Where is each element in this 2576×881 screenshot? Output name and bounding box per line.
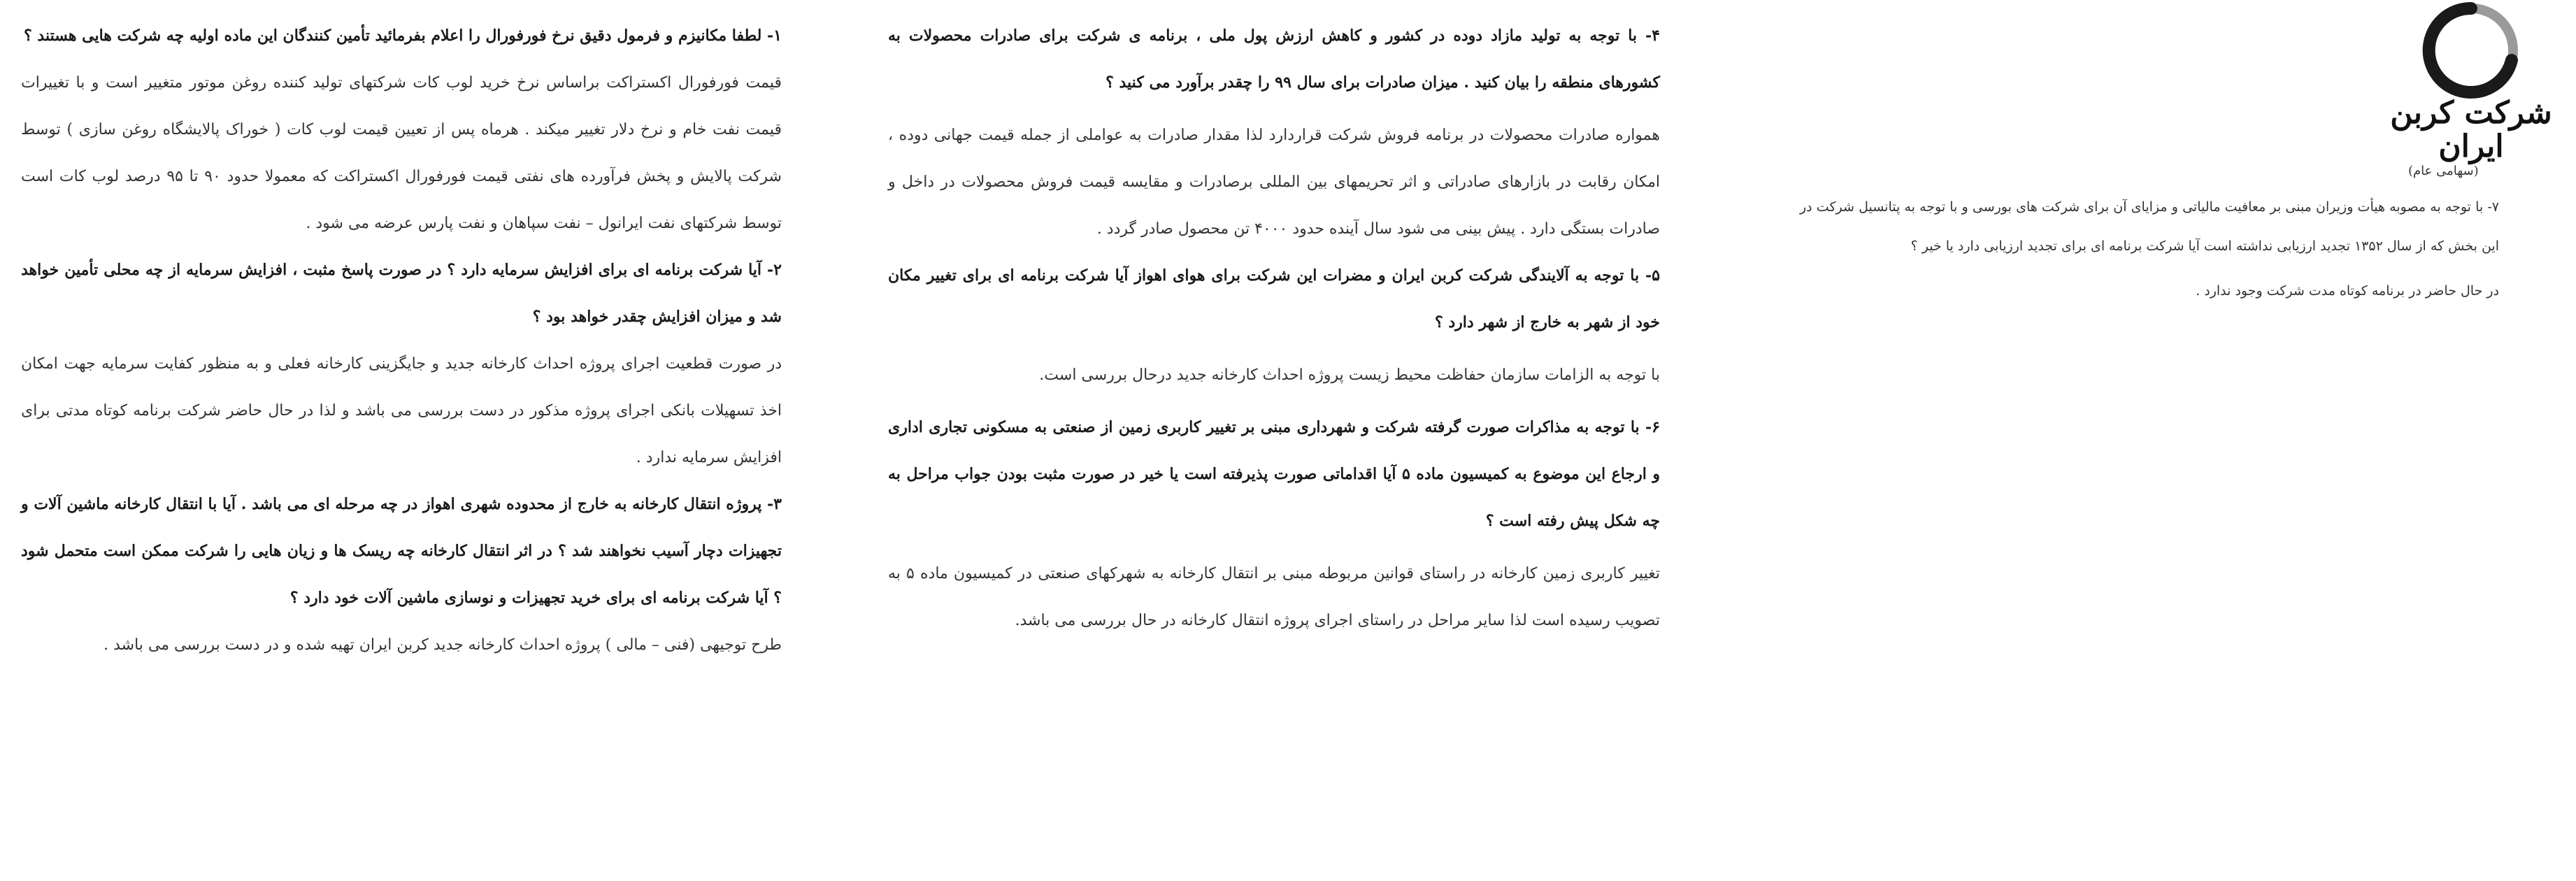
question-3: ۳- پروژه انتقال کارخانه به خارج از محدوده شهری اهواز در چه مرحله ای می باشد . آیا با انتقال کارخانه ماشین آلات و تجهیزات دچار آسیب نخواهند شد ؟ در اثر انتقال کارخانه چه ریسک ها و زیان هایی را شرکت ممکن است متحمل شود ؟ آیا شرکت برنامه ای برای خرید تجهیزات و نوسازی ماشین آلات خود دارد ؟ — [21, 495, 782, 607]
question-2: ۲- آیا شرکت برنامه ای برای افزایش سرمایه دارد ؟ در صورت پاسخ مثبت ، افزایش سرمایه از چه محلی تأمین خواهد شد و میزان افزایش چقدر خواهد بود ؟ — [21, 261, 782, 326]
company-logo — [2387, 1, 2555, 176]
answer-6: تغییر کاربری زمین کارخانه در راستای قوانین مربوطه مبنی بر انتقال کارخانه به شهرکهای صنعتی در کمیسیون ماده ۵ به تصویب رسیده است لذا سایر مراحل در راستای اجرای پروژه انتقال کارخانه در حال بررسی می باشد. — [888, 565, 1660, 629]
question-7-block — [1800, 187, 2499, 310]
page-middle-column — [867, 0, 1692, 881]
logo-ring-icon — [2422, 1, 2520, 99]
page-left-column — [0, 0, 817, 881]
question-1: ۱- لطفا مکانیزم و فرمول دقیق نرخ فورفورال را اعلام بفرمائید تأمین کنندگان این ماده اولیه چه شرکت هایی هستند ؟ — [24, 27, 782, 45]
answer-3: طرح توجیهی (فنی – مالی ) پروژه احداث کارخانه جدید کربن ایران تهیه شده و در دست بررسی می باشد . — [103, 636, 782, 654]
answer-1: قیمت فورفورال اکستراکت براساس نرخ خرید لوب کات شرکتهای تولید کننده روغن موتور متغییر است و با تغییرات قیمت نفت خام و نرخ دلار تغییر میکند . هرماه پس از تعیین قیمت لوب کات ( خوراک پالایشگاه روغن سازی ) توسط شرکت پالایش و پخش فرآورده های نفتی قیمت فورفورال اکستراکت که معمولا حدود ۹۰ تا ۹۵ درصد لوب کات است توسط شرکتهای نفت ایرانول – نفت سپاهان و نفت پارس عرضه می شود . — [21, 74, 782, 232]
logo-company-name: شرکت کربن ایران — [2390, 95, 2552, 164]
question-7: ۷- با توجه به مصوبه هیأت وزیران مبنی بر معافیت مالیاتی و مزایای آن برای شرکت های بورسی و با توجه به پتانسیل شرکت در این بخش که از سال ۱۳۵۲ تجدید ارزیابی نداشته است آیا شرکت برنامه ای برای تجدید ارزیابی دارد یا خیر ؟ — [1800, 199, 2499, 254]
question-6: ۶- با توجه به مذاکرات صورت گرفته شرکت و شهرداری مبنی بر تغییر کاربری زمین از صنعتی به مسکونی تجاری اداری و ارجاع این موضوع به کمیسیون ماده ۵ آیا اقداماتی صورت پذیرفته است یا خیر در صورت مثبت بودن جواب مراحل به چه شکل پیش رفته است ؟ — [888, 418, 1660, 530]
answer-4: همواره صادرات محصولات در برنامه فروش شرکت قراردارد لذا مقدار صادرات به عواملی از جمله قیمت جهانی دوده ، امکان رقابت در بازارهای صادراتی و اثر تحریمهای بین المللی برصادرات و مقایسه قیمت فروش محصولات در داخل و صادرات بستگی دارد . پیش بینی می شود سال آینده حدود ۴۰۰۰ تن محصول صادر گردد . — [888, 127, 1660, 238]
question-5: ۵- با توجه به آلایندگی شرکت کربن ایران و مضرات این شرکت برای هوای اهواز آیا شرکت برنامه ای برای تغییر مکان خود از شهر به خارج از شهر دارد ؟ — [888, 266, 1660, 331]
logo-company-type: (سهامی عام) — [2408, 164, 2479, 178]
answer-2: در صورت قطعیت اجرای پروژه احداث کارخانه جدید و جایگزینی کارخانه فعلی و به منظور کفایت سرمایه جهت امکان اخذ تسهیلات بانکی اجرای پروژه مذکور در دست بررسی می باشد و لذا در حال حاضر شرکت برنامه کوتاه مدتی برای افزایش سرمایه ندارد . — [21, 355, 782, 466]
answer-7: در حال حاضر در برنامه کوتاه مدت شرکت وجود ندارد . — [2196, 283, 2499, 299]
question-4: ۴- با توجه به تولید مازاد دوده در کشور و کاهش ارزش پول ملی ، برنامه ی شرکت برای صادرات محصولات به کشورهای منطقه را بیان کنید . میزان صادرات برای سال ۹۹ را چقدر برآورد می کنید ؟ — [888, 27, 1660, 92]
answer-5: با توجه به الزامات سازمان حفاظت محیط زیست پروژه احداث کارخانه جدید درحال بررسی است. — [1039, 366, 1660, 384]
page-right-column — [1720, 0, 2576, 881]
